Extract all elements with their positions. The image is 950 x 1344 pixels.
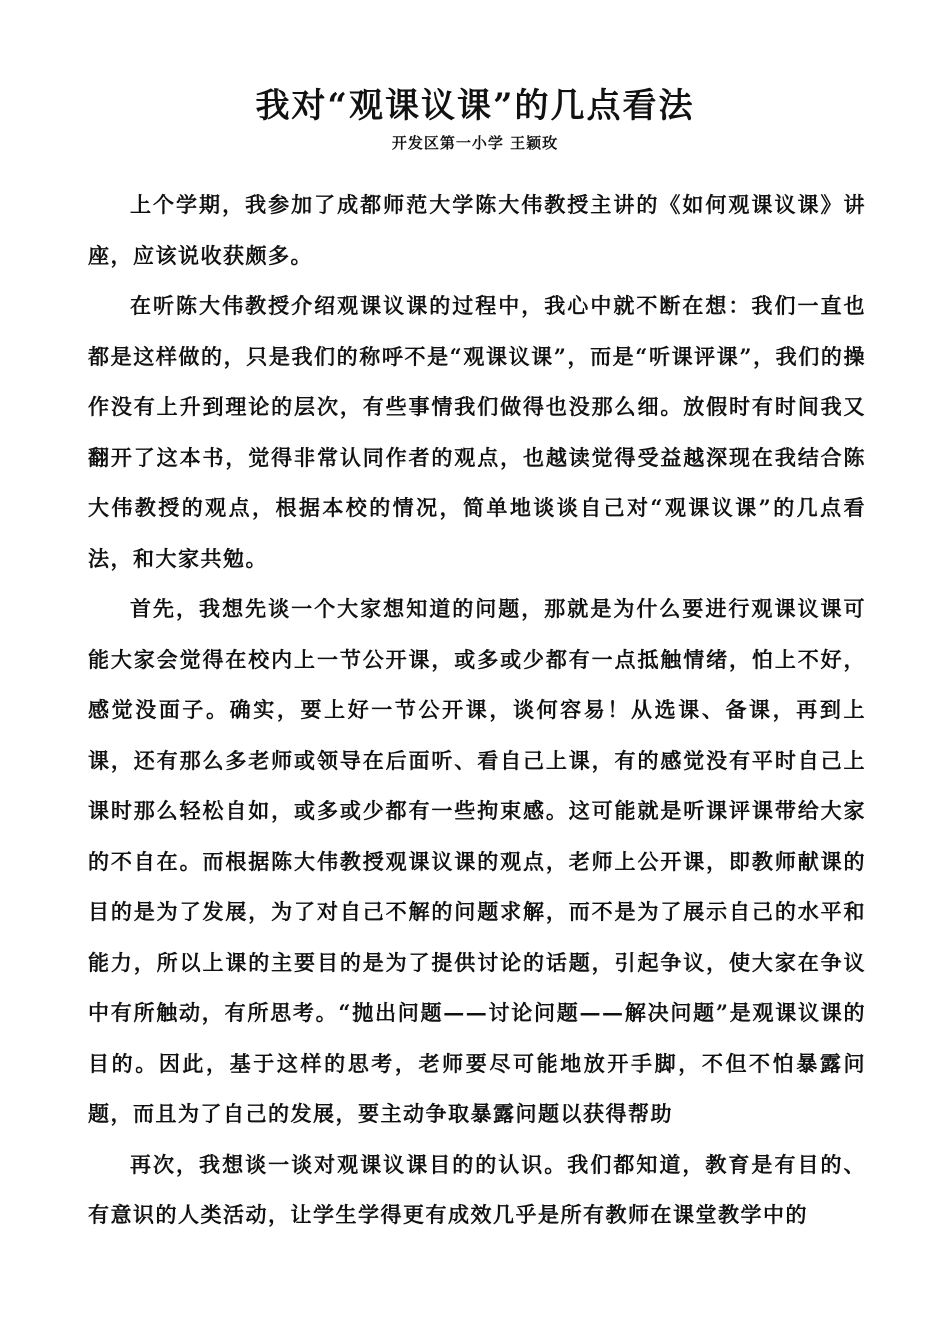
author-line: 开发区第一小学 王颖玫 bbox=[391, 134, 559, 152]
paragraph: 首先，我想先谈一个大家想知道的问题，那就是为什么要进行观课议课可能大家会觉得在校内上一节公开课，或多或少都有一点抵触情绪，怕上不好，感觉没面子。确实，要上好一节公开课，谈何容易！从选课、备课，再到上课，还有那么多老师或领导在后面听、看自己上课，有的感觉没有平时自己上课时那么轻松自如，或多或少都有一些拘束感。这可能就是听课评课带给大家的不自在。而根据陈大伟教授观课议课的观点，老师上公开课，即教师献课的目的是为了发展，为了对自己不解的问题求解，而不是为了展示自己的水平和能力，所以上课的主要目的是为了提供讨论的话题，引起争议，使大家在争议中有所触动，有所思考。“抛出问题——讨论问题——解决问题”是观课议课的目的。因此，基于这样的思考，老师要尽可能地放开手脚，不但不怕暴露问题，而且为了自己的发展，要主动争取暴露问题以获得帮助 bbox=[88, 596, 866, 1126]
page-title: 我对“观课议课”的几点看法 bbox=[255, 86, 695, 126]
paragraph: 再次，我想谈一谈对观课议课目的的认识。我们都知道，教育是有目的、有意识的人类活动，让学生学得更有成效几乎是所有教师在课堂教学中的 bbox=[88, 1151, 866, 1227]
paragraph: 在听陈大伟教授介绍观课议课的过程中，我心中就不断在想：我们一直也都是这样做的，只是我们的称呼不是“观课议课”，而是“听课评课”，我们的操作没有上升到理论的层次，有些事情我们做得也没那么细。放假时有时间我又翻开了这本书，觉得非常认同作者的观点，也越读觉得受益越深现在我结合陈大伟教授的观点，根据本校的情况，简单地谈谈自己对“观课议课”的几点看法，和大家共勉。 bbox=[88, 293, 866, 571]
paragraph: 上个学期，我参加了成都师范大学陈大伟教授主讲的《如何观课议课》讲座，应该说收获颇多。 bbox=[88, 192, 866, 268]
document-body bbox=[88, 180, 866, 1241]
